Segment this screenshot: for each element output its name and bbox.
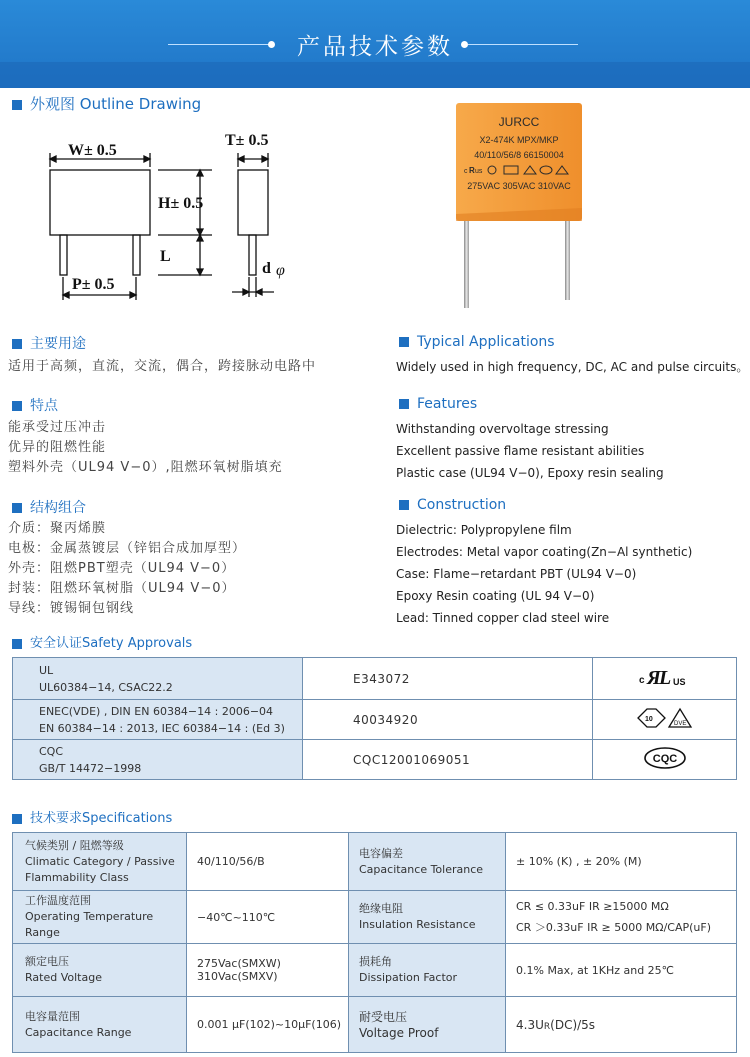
spec-value — [187, 944, 349, 997]
enec-vde-logo-icon — [593, 700, 737, 740]
square-bullet-icon — [399, 337, 409, 347]
t-dimension-label: T± 0.5 — [225, 132, 269, 149]
spec-value-line: CR ≤ 0.33uF IR ≥15000 MΩ — [516, 899, 669, 913]
features-en-item: Plastic case (UL94 V−0), Epoxy resin sealing — [396, 466, 664, 480]
ul-logo-svg — [635, 665, 695, 689]
spec-value-line: 275Vac(SMXW) — [197, 957, 281, 970]
page-title: 产品技术参数 — [297, 34, 453, 60]
features-cn-heading-text: 特点 — [30, 398, 58, 414]
apps-cn-heading-text: 主要用途 — [30, 336, 86, 352]
capacitor-code: 40/110/56/8 66150004 — [474, 150, 564, 160]
ul-mark-small: c — [464, 168, 468, 175]
spec-key — [349, 997, 506, 1053]
svg-text:DVE: DVE — [673, 721, 686, 727]
square-bullet-icon — [12, 503, 22, 513]
lead-right — [565, 220, 570, 300]
safety-heading — [12, 632, 192, 651]
spec-key-cn: 电容量范围 — [25, 1009, 80, 1023]
spec-key-en: Climatic Category / Passive — [25, 854, 175, 868]
side-body — [238, 170, 268, 235]
outline-heading — [12, 93, 201, 114]
safety-standard-line: EN 60384−14 : 2013, IEC 60384−14 : (Ed 3) — [39, 721, 285, 735]
spec-value — [506, 891, 737, 944]
svg-text:L: L — [658, 667, 671, 689]
w-dimension-label: W± 0.5 — [68, 142, 117, 159]
spec-value: ± 10% (K) , ± 20% (M) — [506, 833, 737, 891]
square-bullet-icon — [12, 339, 22, 349]
apps-cn-heading — [12, 333, 86, 353]
construction-en-heading — [399, 497, 506, 513]
phi-symbol: φ — [276, 262, 285, 279]
spec-key-en: Capacitance Range — [25, 1025, 132, 1039]
spec-key-en: Insulation Resistance — [359, 918, 476, 931]
apps-en-text: Widely used in high frequency, DC, AC and pulse circuits。 — [396, 360, 749, 374]
spec-row — [13, 891, 737, 944]
safety-standard-line: GB/T 14472−1998 — [39, 761, 142, 775]
safety-cert-number: 40034920 — [303, 700, 593, 740]
capacitor-voltage: 275VAC 305VAC 310VAC — [467, 181, 571, 191]
square-bullet-icon — [12, 401, 22, 411]
square-bullet-icon — [399, 500, 409, 510]
spec-value: 0.001 μF(102)~10μF(106) — [187, 997, 349, 1053]
spec-value-line: CR ＞0.33uF IR ≥ 5000 MΩ/CAP(uF) — [516, 920, 712, 934]
spec-value: 40/110/56/B — [187, 833, 349, 891]
features-cn-item: 能承受过压冲击 — [8, 420, 107, 435]
spec-key-en: Voltage Proof — [359, 1025, 439, 1040]
spec-key — [349, 891, 506, 944]
construction-en-item: Electrodes: Metal vapor coating(Zn−Al synthetic) — [396, 545, 693, 559]
safety-row — [13, 658, 737, 700]
safety-standard-line: UL — [39, 663, 54, 677]
capacitor-photo — [452, 100, 592, 310]
cqc-logo-icon — [593, 740, 737, 780]
spec-value-subscript: R — [543, 1021, 551, 1032]
safety-cert-number: E343072 — [303, 658, 593, 700]
spec-key-en: Dissipation Factor — [359, 971, 458, 984]
safety-standard — [13, 740, 303, 780]
l-dimension-label: L — [160, 248, 171, 265]
spec-key-cn: 工作温度范围 — [25, 894, 91, 907]
safety-row — [13, 740, 737, 780]
spec-key — [13, 833, 187, 891]
ul-logo-icon — [593, 658, 737, 700]
safety-standard — [13, 658, 303, 700]
spec-row — [13, 944, 737, 997]
spec-key — [349, 944, 506, 997]
features-cn-item: 塑料外壳（UL94 V−0）,阻燃环氧树脂填充 — [8, 460, 283, 475]
spec-value: 0.1% Max, at 1KHz and 25℃ — [506, 944, 737, 997]
spec-key — [13, 891, 187, 944]
spec-key — [349, 833, 506, 891]
square-bullet-icon — [399, 399, 409, 409]
spec-heading-text: 技术要求Specifications — [30, 811, 173, 826]
spec-key-cn: 耐受电压 — [359, 1009, 408, 1024]
svg-text:us: us — [475, 168, 483, 175]
spec-key-cn: 损耗角 — [359, 955, 392, 968]
spec-value-part: (DC)/5s — [550, 1017, 596, 1032]
safety-standard-line: CQC — [39, 744, 64, 758]
svg-text:c: c — [638, 675, 645, 686]
front-lead-left — [60, 235, 67, 275]
spec-key-cn: 额定电压 — [25, 955, 69, 968]
spec-heading — [12, 807, 172, 826]
spec-key-cn: 气候类别 / 阻燃等级 — [25, 838, 124, 852]
construction-cn-heading — [12, 497, 86, 517]
outline-heading-text: 外观图 Outline Drawing — [30, 95, 202, 113]
spec-key-en: Operating Temperature Range — [25, 910, 154, 939]
spec-key-en: Rated Voltage — [25, 971, 102, 984]
spec-key-en: Flammability Class — [25, 870, 129, 884]
construction-cn-item: 电极：金属蒸镀层（锌铝合成加厚型） — [8, 541, 247, 556]
square-bullet-icon — [12, 639, 22, 649]
apps-en-heading-text: Typical Applications — [417, 334, 555, 350]
construction-en-heading-text: Construction — [417, 497, 507, 513]
construction-en-item: Dielectric: Polypropylene film — [396, 523, 572, 537]
capacitor-brand: JURCC — [498, 115, 540, 129]
spec-key — [13, 997, 187, 1053]
apps-cn-text: 适用于高频，直流，交流，偶合，跨接脉动电路中 — [8, 359, 317, 374]
spec-value: −40℃~110℃ — [187, 891, 349, 944]
d-dimension-label: d — [262, 260, 271, 277]
construction-cn-heading-text: 结构组合 — [30, 500, 86, 516]
square-bullet-icon — [12, 100, 22, 110]
apps-en-heading — [399, 334, 555, 350]
spec-table — [12, 832, 737, 1053]
enec-vde-logo-svg — [635, 707, 695, 729]
construction-en-item: Lead: Tinned copper clad steel wire — [396, 611, 610, 625]
construction-cn-item: 封装：阻燃环氧树脂（UL94 V−0） — [8, 581, 236, 596]
banner-band — [0, 62, 750, 88]
features-en-item: Excellent passive flame resistant abilities — [396, 444, 645, 458]
banner-line-right — [468, 44, 578, 45]
svg-text:10: 10 — [644, 716, 653, 723]
spec-value-part: 4.3U — [516, 1017, 544, 1032]
safety-standard-line: UL60384−14, CSAC22.2 — [39, 680, 173, 694]
construction-cn-item: 介质：聚丙烯膜 — [8, 521, 107, 536]
spec-value — [506, 997, 737, 1053]
safety-row — [13, 700, 737, 740]
svg-text:Я: Я — [646, 667, 661, 689]
cqc-logo-svg — [642, 746, 688, 770]
safety-cert-number: CQC12001069051 — [303, 740, 593, 780]
features-en-item: Withstanding overvoltage stressing — [396, 422, 609, 436]
spec-key-cn: 绝缘电阻 — [359, 902, 403, 915]
features-cn-item: 优异的阻燃性能 — [8, 440, 107, 455]
spec-value-line: 310Vac(SMXV) — [197, 970, 278, 983]
svg-text:R: R — [469, 166, 475, 175]
front-body — [50, 170, 150, 235]
side-lead — [249, 235, 256, 275]
lead-left — [464, 220, 469, 308]
features-en-heading — [399, 396, 477, 412]
spec-key-cn: 电容偏差 — [359, 846, 403, 860]
spec-key-en: Capacitance Tolerance — [359, 862, 484, 876]
construction-en-item: Epoxy Resin coating (UL 94 V−0) — [396, 589, 595, 603]
svg-text:CQC: CQC — [652, 753, 677, 765]
safety-standard — [13, 700, 303, 740]
spec-row — [13, 997, 737, 1053]
square-bullet-icon — [12, 814, 22, 824]
features-cn-heading — [12, 395, 58, 415]
spec-row — [13, 833, 737, 891]
outline-drawing — [40, 125, 300, 305]
svg-text:US: US — [672, 677, 686, 687]
construction-cn-item: 导线：镀锡铜包钢线 — [8, 601, 135, 616]
front-lead-right — [133, 235, 140, 275]
safety-heading-text: 安全认证Safety Approvals — [30, 636, 193, 651]
safety-table — [12, 657, 737, 780]
safety-standard-line: ENEC(VDE) , DIN EN 60384−14 : 2006−04 — [39, 704, 274, 718]
capacitor-model: X2-474K MPX/MKP — [479, 135, 559, 145]
construction-en-item: Case: Flame−retardant PBT (UL94 V−0) — [396, 567, 637, 581]
spec-key — [13, 944, 187, 997]
banner-dot-right — [461, 41, 468, 48]
features-en-heading-text: Features — [417, 396, 478, 412]
header-banner — [0, 0, 750, 88]
h-dimension-label: H± 0.5 — [158, 195, 204, 212]
p-dimension-label: P± 0.5 — [72, 276, 115, 293]
construction-cn-item: 外壳：阻燃PBT塑壳（UL94 V−0） — [8, 561, 236, 576]
